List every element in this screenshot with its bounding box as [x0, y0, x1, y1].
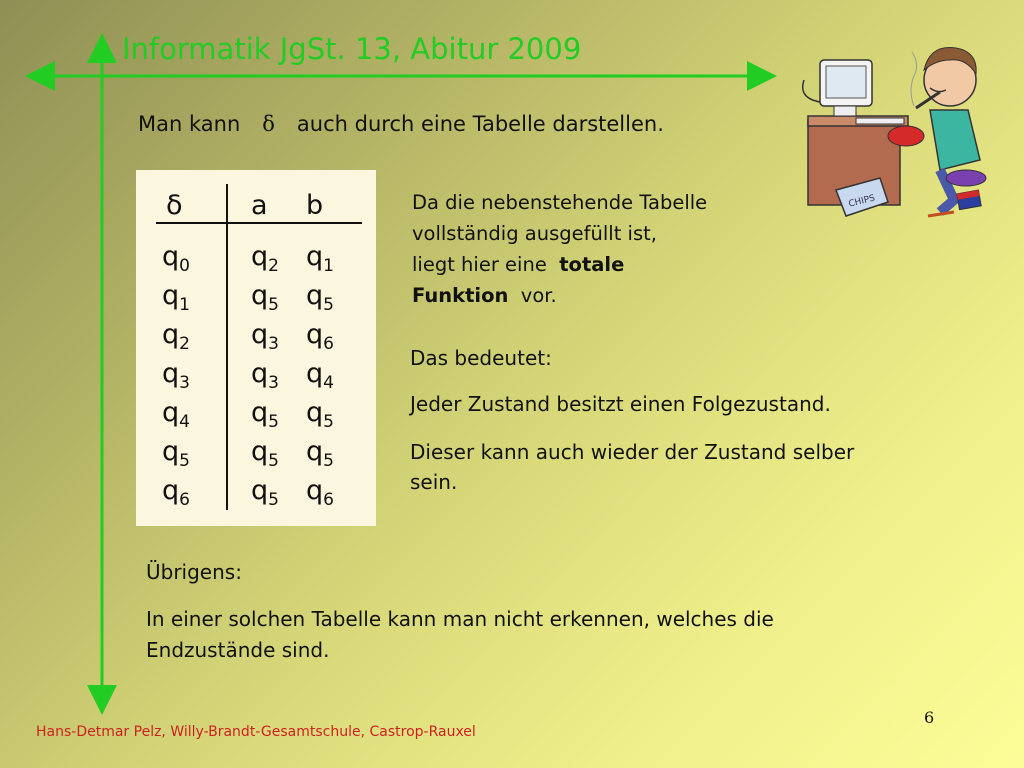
table-cell: $q_6$ [162, 475, 190, 510]
delta-symbol: δ [262, 112, 275, 136]
para1-line1: Da die nebenstehende Tabelle [412, 191, 708, 214]
table-cell: $q_5$ [306, 397, 334, 432]
table-cell: $q_4$ [162, 397, 190, 432]
table-cell: $q_5$ [162, 436, 190, 471]
chips-bag-label: CHIPS [847, 193, 877, 210]
table-cell: $q_0$ [162, 241, 190, 276]
intro-after: auch durch eine Tabelle darstellen. [296, 112, 664, 136]
table-cell: $q_1$ [306, 241, 334, 276]
table-cell: $q_5$ [251, 475, 279, 510]
footer-credit: Hans-Detmar Pelz, Willy-Brandt-Gesamtschule, Castrop-Rauxel [36, 724, 476, 740]
meaning-sentence-2: Dieser kann auch wieder der Zustand selber sein. [410, 440, 855, 494]
para1-line3 [412, 249, 772, 280]
para1-line4-text: vor. [520, 284, 557, 307]
table-cell: $q_1$ [162, 280, 190, 315]
table-cell: $q_2$ [162, 319, 190, 354]
table-cell: $q_3$ [162, 358, 190, 393]
transition-table [136, 170, 376, 526]
table-cell: $q_6$ [306, 319, 334, 354]
table-cell: $q_5$ [251, 280, 279, 315]
table-cell: $q_4$ [306, 358, 334, 393]
table-header-b: b [306, 190, 324, 221]
table-header-a: a [251, 190, 268, 221]
table-cell: $q_5$ [251, 397, 279, 432]
computer-user-clipart [790, 20, 990, 225]
meaning-heading: Das bedeutet: [410, 346, 552, 370]
bold-totale: totale [559, 253, 625, 276]
table-cell: $q_3$ [251, 319, 279, 354]
meaning-sentence-1: Jeder Zustand besitzt einen Folgezustand. [410, 392, 831, 416]
intro-before: Man kann [138, 112, 241, 136]
para1-line3-text: liegt hier eine [412, 253, 547, 276]
table-cell: $q_5$ [251, 436, 279, 471]
table-cell: $q_5$ [306, 280, 334, 315]
transition-table-graphic [136, 170, 376, 526]
total-function-paragraph [412, 187, 772, 311]
page-number: 6 [924, 708, 935, 727]
table-cell: $q_2$ [251, 241, 279, 276]
table-header-delta: δ [166, 190, 183, 221]
para1-line4 [412, 280, 772, 311]
bold-funktion: Funktion [412, 284, 509, 307]
slide-title: Informatik JgSt. 13, Abitur 2009 [122, 32, 582, 66]
note-heading: Übrigens: [146, 560, 242, 584]
intro-line [138, 112, 664, 136]
note-sentence: In einer solchen Tabelle kann man nicht erkennen, welches die Endzustände sind. [146, 607, 774, 662]
table-cell: $q_3$ [251, 358, 279, 393]
table-cell: $q_5$ [306, 436, 334, 471]
para1-line2: vollständig ausgefüllt ist, [412, 222, 657, 245]
table-cell: $q_6$ [306, 475, 334, 510]
